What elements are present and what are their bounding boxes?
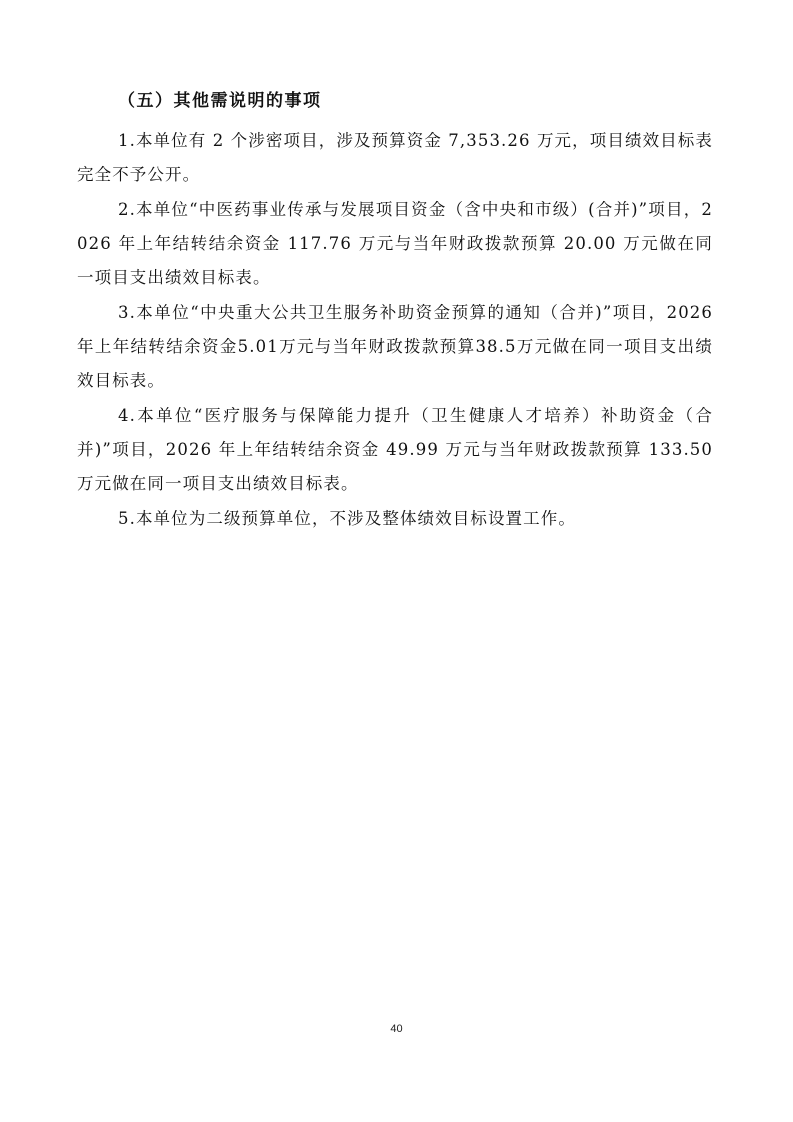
paragraph-1: 1.本单位有 2 个涉密项目，涉及预算资金 7,353.26 万元，项目绩效目标表完全不予公开。 <box>77 131 713 184</box>
paragraph-3: 3.本单位“中央重大公共卫生服务补助资金预算的通知（合并)”项目，2026年上年结转结余资金5.01万元与当年财政拨款预算38.5万元做在同一项目支出绩效目标表。 <box>77 303 713 390</box>
paragraph-2: 2.本单位“中医药事业传承与发展项目资金（含中央和市级）(合并)”项目，2026 年上年结转结余资金 117.76 万元与当年财政拨款预算 20.00 万元做在同一项目支出绩效目标表。 <box>77 200 713 287</box>
paragraph-4: 4.本单位“医疗服务与保障能力提升（卫生健康人才培养）补助资金（合并)”项目，2026 年上年结转结余资金 49.99 万元与当年财政拨款预算 133.50 万元做在同一项目支出绩效目标表。 <box>77 406 713 493</box>
paragraph-5: 5.本单位为二级预算单位，不涉及整体绩效目标设置工作。 <box>118 509 576 528</box>
body-text <box>77 124 713 537</box>
page-number: 40 <box>390 1023 403 1035</box>
section-heading: （五）其他需说明的事项 <box>118 91 322 111</box>
